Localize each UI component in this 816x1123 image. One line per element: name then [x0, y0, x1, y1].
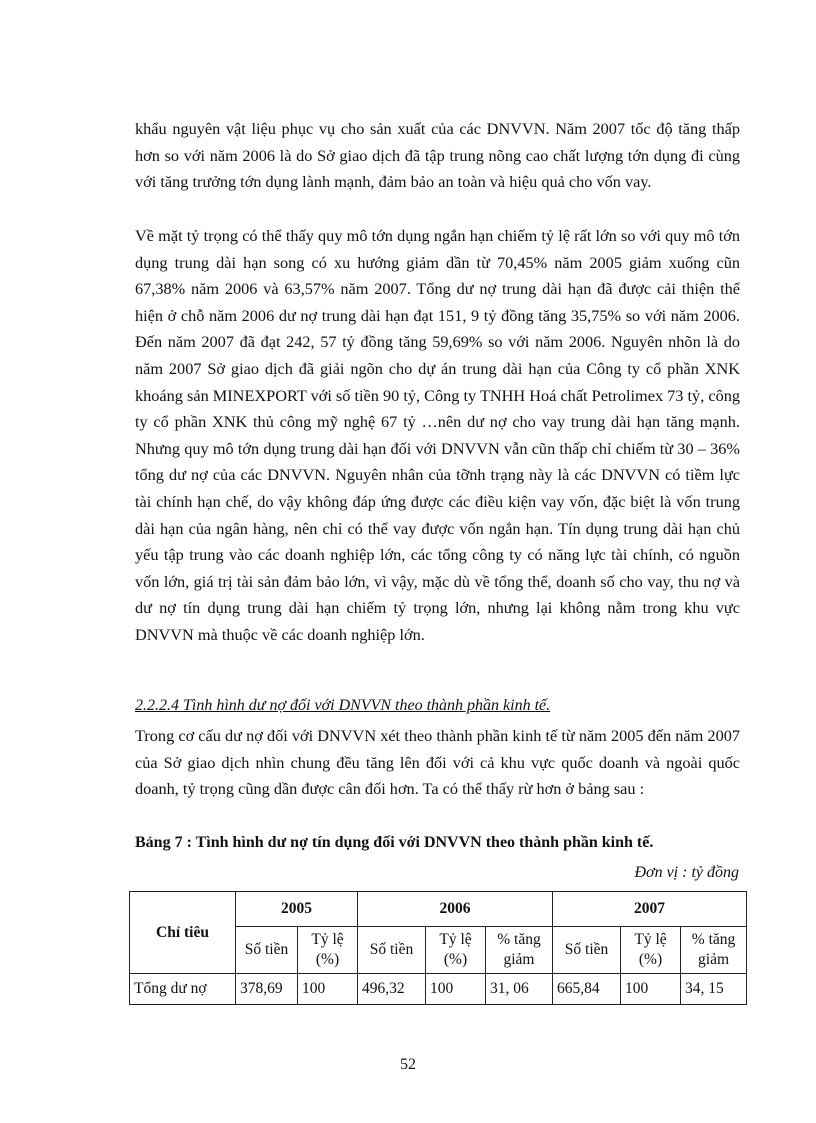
- table-row: [130, 974, 747, 1005]
- cell-2007-ratio: 100: [621, 974, 681, 1005]
- header-year-2005: 2005: [236, 892, 358, 927]
- paragraph-3: [135, 723, 740, 803]
- section-heading: 2.2.2.4 Tình hình dư nợ đối với DNVVN theo thành phần kinh tế.: [135, 697, 551, 714]
- subheader-amount-2006: Số tiền: [358, 927, 426, 974]
- cell-2006-ratio: 100: [426, 974, 486, 1005]
- cell-2007-amount: 665,84: [553, 974, 621, 1005]
- table-title: Bảng 7 : Tình hình dư nợ tín dụng đối với DNVVN theo thành phần kinh tế.: [135, 834, 654, 851]
- paragraph-2-text: Về mặt tỷ trọng có thể thấy quy mô tớn dụng ngắn hạn chiếm tỷ lệ rất lớn so với quy mô tớn dụng trung dài hạn song có xu hướng giảm dần từ 70,45% năm 2005 giảm xuống cũn 67,38% năm 2006 và 63,57% năm 2007. Tổng dư nợ trung dài hạn đã được cải thiện thể hiện ở chỗ năm 2006 dư nợ trung dài hạn đạt 151, 9 tỷ đồng tăng 35,75% so với năm 2006. Đến năm 2007 đã đạt 242, 57 tỷ đồng tăng 59,69% so với năm 2006. Nguyên nhõn là do năm 2007 Sở giao dịch đã giải ngõn cho dự án trung dài hạn của Công ty cổ phần XNK khoáng sản MINEXPORT với số tiền 90 tỷ, Công ty TNHH Hoá chất Petrolimex 73 tỷ, công ty cổ phần XNK thủ công mỹ nghệ 67 tỷ …nên dư nợ cho vay trung dài hạn tăng mạnh. Nhưng quy mô tớn dụng trung dài hạn đối với DNVVN vẫn cũn thấp chỉ chiếm từ 30 – 36% tổng dư nợ của các DNVVN. Nguyên nhân của tỡnh trạng này là các DNVVN có tiềm lực tài chính hạn chế, do vậy không đáp ứng được các điều kiện vay vốn, đặc biệt là vốn trung dài hạn của ngân hàng, nên chỉ có thể vay được vốn ngắn hạn. Tín dụng trung dài hạn chủ yếu tập trung vào các doanh nghiệp lớn, các tổng công ty có năng lực tài chính, có nguồn vốn lớn, giá trị tài sản đảm bảo lớn, vì vậy, mặc dù về tổng thể, doanh số cho vay, thu nợ và dư nợ tín dụng trung dài hạn chiếm tỷ trọng lớn, nhưng lại không nằm trong khu vực DNVVN mà thuộc về các doanh nghiệp lớn.: [135, 226, 740, 644]
- cell-2005-ratio: 100: [298, 974, 358, 1005]
- header-label-column: Chỉ tiêu: [130, 892, 236, 974]
- row-label: Tổng dư nợ: [130, 974, 236, 1005]
- subheader-change-2006: % tăng giảm: [486, 927, 553, 974]
- header-year-2007: 2007: [553, 892, 747, 927]
- cell-2005-amount: 378,69: [236, 974, 298, 1005]
- table-unit: Đơn vị : tỷ đồng: [634, 864, 739, 881]
- debt-table: [129, 891, 747, 1005]
- cell-2007-change: 34, 15: [681, 974, 747, 1005]
- paragraph-2: [135, 223, 740, 649]
- cell-2006-change: 31, 06: [486, 974, 553, 1005]
- subheader-change-2007: % tăng giảm: [681, 927, 747, 974]
- page-number: 52: [400, 1056, 416, 1073]
- subheader-ratio-2007: Tỷ lệ (%): [621, 927, 681, 974]
- table-header-row: [130, 892, 747, 927]
- subheader-amount-2005: Số tiền: [236, 927, 298, 974]
- header-year-2006: 2006: [358, 892, 553, 927]
- paragraph-3-text: Trong cơ cấu dư nợ đối với DNVVN xét theo thành phần kinh tế từ năm 2005 đến năm 2007 của Sở giao dịch nhìn chung đều tăng lên đối với cả khu vực quốc doanh và ngoài quốc doanh, tỷ trọng cũng dần được cân đối hơn. Ta có thể thấy rừ hơn ở bảng sau :: [135, 726, 740, 799]
- paragraph-1-text: khẩu nguyên vật liệu phục vụ cho sản xuất của các DNVVN. Năm 2007 tốc độ tăng thấp hơn so với năm 2006 là do Sở giao dịch đã tập trung nõng cao chất lượng tớn dụng đi cùng với tăng trưởng tớn dụng lành mạnh, đảm bảo an toàn và hiệu quả cho vốn vay.: [135, 119, 740, 192]
- subheader-ratio-2005: Tỷ lệ (%): [298, 927, 358, 974]
- subheader-ratio-2006: Tỷ lệ (%): [426, 927, 486, 974]
- subheader-amount-2007: Số tiền: [553, 927, 621, 974]
- paragraph-1: [135, 116, 740, 196]
- cell-2006-amount: 496,32: [358, 974, 426, 1005]
